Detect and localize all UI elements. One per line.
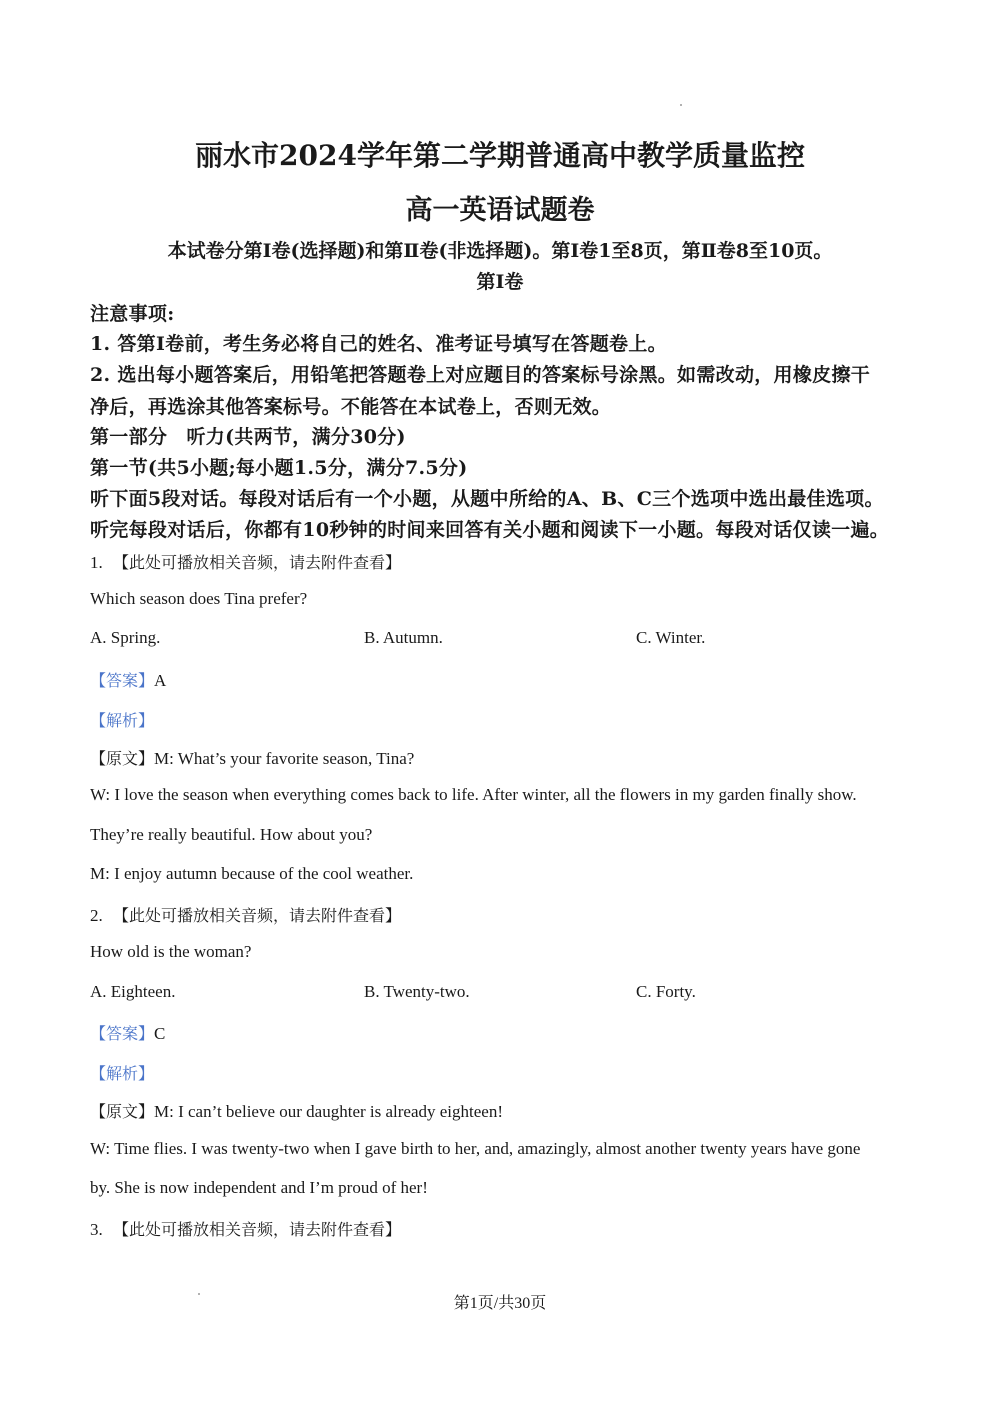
notice-item-1: 1. 答第Ⅰ卷前，考生务必将自己的姓名、准考证号填写在答题卷上。 [90, 333, 667, 355]
question-header [90, 903, 401, 926]
option-b: B. Autumn. [364, 628, 443, 647]
answer-value: C [154, 1024, 166, 1043]
notice-item-2-line-1: 2. 选出每小题答案后，用铅笔把答题卷上对应题目的答案标号涂黑。如需改动，用橡皮擦干 [90, 364, 871, 386]
transcript-line [90, 1099, 503, 1122]
audio-note[interactable]: 【此处可播放相关音频，请去附件查看】 [113, 906, 402, 925]
audio-note[interactable]: 【此处可播放相关音频，请去附件查看】 [113, 1220, 402, 1239]
transcript-line: They’re really beautiful. How about you? [90, 825, 373, 844]
part-title: 第一部分 听力(共两节，满分30分) [90, 426, 406, 448]
option-a: A. Eighteen. [90, 982, 176, 1001]
option-b: B. Twenty-two. [364, 982, 470, 1001]
analysis-label: 【解析】 [90, 711, 155, 730]
transcript-line: W: I love the season when everything comes back to life. After winter, all the flowers in my garden finally show. [90, 785, 857, 804]
instruction-line-1: 听下面5段对话。每段对话后有一个小题，从题中所给的A、B、C三个选项中选出最佳选项。 [90, 488, 884, 510]
audio-note[interactable]: 【此处可播放相关音频，请去附件查看】 [113, 553, 402, 572]
question-number: 2. [90, 906, 103, 925]
answer-label: 【答案】 [90, 671, 155, 690]
answer-line [90, 1021, 165, 1044]
question-header [90, 550, 401, 573]
question-header [90, 1217, 401, 1240]
exam-title: 丽水市2024学年第二学期普通高中教学质量监控 [195, 139, 805, 172]
option-c: C. Forty. [636, 982, 696, 1001]
transcript-text: M: What’s your favorite season, Tina? [154, 749, 415, 768]
section-title: 第一节(共5小题;每小题1.5分，满分7.5分) [90, 457, 468, 479]
question-prompt: How old is the woman? [90, 942, 252, 961]
transcript-line: M: I enjoy autumn because of the cool weather. [90, 864, 414, 883]
option-c: C. Winter. [636, 628, 706, 647]
transcript-line: by. She is now independent and I’m proud of her! [90, 1178, 428, 1197]
transcript-text: M: I can’t believe our daughter is already eighteen! [154, 1102, 504, 1121]
analysis-label: 【解析】 [90, 1064, 155, 1083]
instruction-line-2: 听完每段对话后，你都有10秒钟的时间来回答有关小题和阅读下一小题。每段对话仅读一遍。 [90, 519, 890, 541]
structure-note: 本试卷分第Ⅰ卷(选择题)和第Ⅱ卷(非选择题)。第Ⅰ卷1至8页，第Ⅱ卷8至10页。 [167, 240, 833, 262]
transcript-line: W: Time flies. I was twenty-two when I gave birth to her, and, amazingly, almost another twenty years have gone [90, 1139, 861, 1158]
question-prompt: Which season does Tina prefer? [90, 589, 308, 608]
scan-speck [680, 104, 682, 106]
option-a: A. Spring. [90, 628, 161, 647]
notice-item-2-line-2: 净后，再选涂其他答案标号。不能答在本试卷上，否则无效。 [90, 396, 612, 418]
page-footer: 第1页/共30页 [453, 1295, 547, 1312]
transcript-line [90, 746, 414, 769]
answer-value: A [154, 671, 167, 690]
transcript-label: 【原文】 [90, 1102, 155, 1121]
exam-subtitle: 高一英语试题卷 [405, 195, 595, 226]
question-number: 1. [90, 553, 103, 572]
volume-label: 第Ⅰ卷 [476, 271, 524, 293]
answer-line [90, 668, 166, 691]
answer-label: 【答案】 [90, 1024, 155, 1043]
notice-heading: 注意事项: [90, 303, 175, 325]
question-number: 3. [90, 1220, 103, 1239]
transcript-label: 【原文】 [90, 749, 155, 768]
